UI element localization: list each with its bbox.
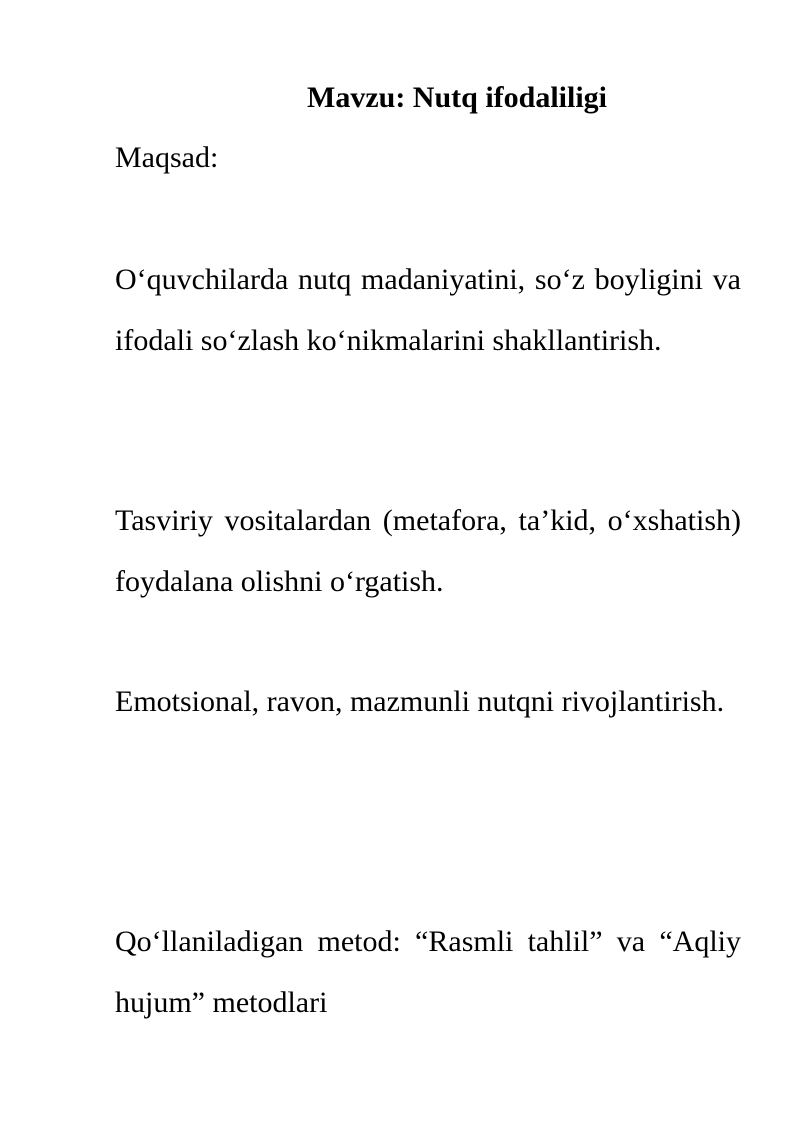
- goal-paragraph-figurative-means: Tasviriy vositalardan (metafora, ta’kid, o‘xshatish) foydalana olishni o‘rgatish.: [115, 504, 741, 598]
- methods-paragraph: Qo‘llaniladigan metod: “Rasmli tahlil” va “Aqliy hujum” metodlari: [115, 925, 741, 1019]
- goal-label: Maqsad:: [115, 141, 219, 174]
- goal-paragraph-emotional-speech: Emotsional, ravon, mazmunli nutqni rivojlantirish.: [115, 685, 725, 718]
- goal-paragraph-speech-culture: O‘quvchilarda nutq madaniyatini, so‘z boyligini va ifodali so‘zlash ko‘nikmalarini shakllantirish.: [115, 263, 741, 357]
- page-title: Mavzu: Nutq ifodaliligi: [307, 81, 608, 114]
